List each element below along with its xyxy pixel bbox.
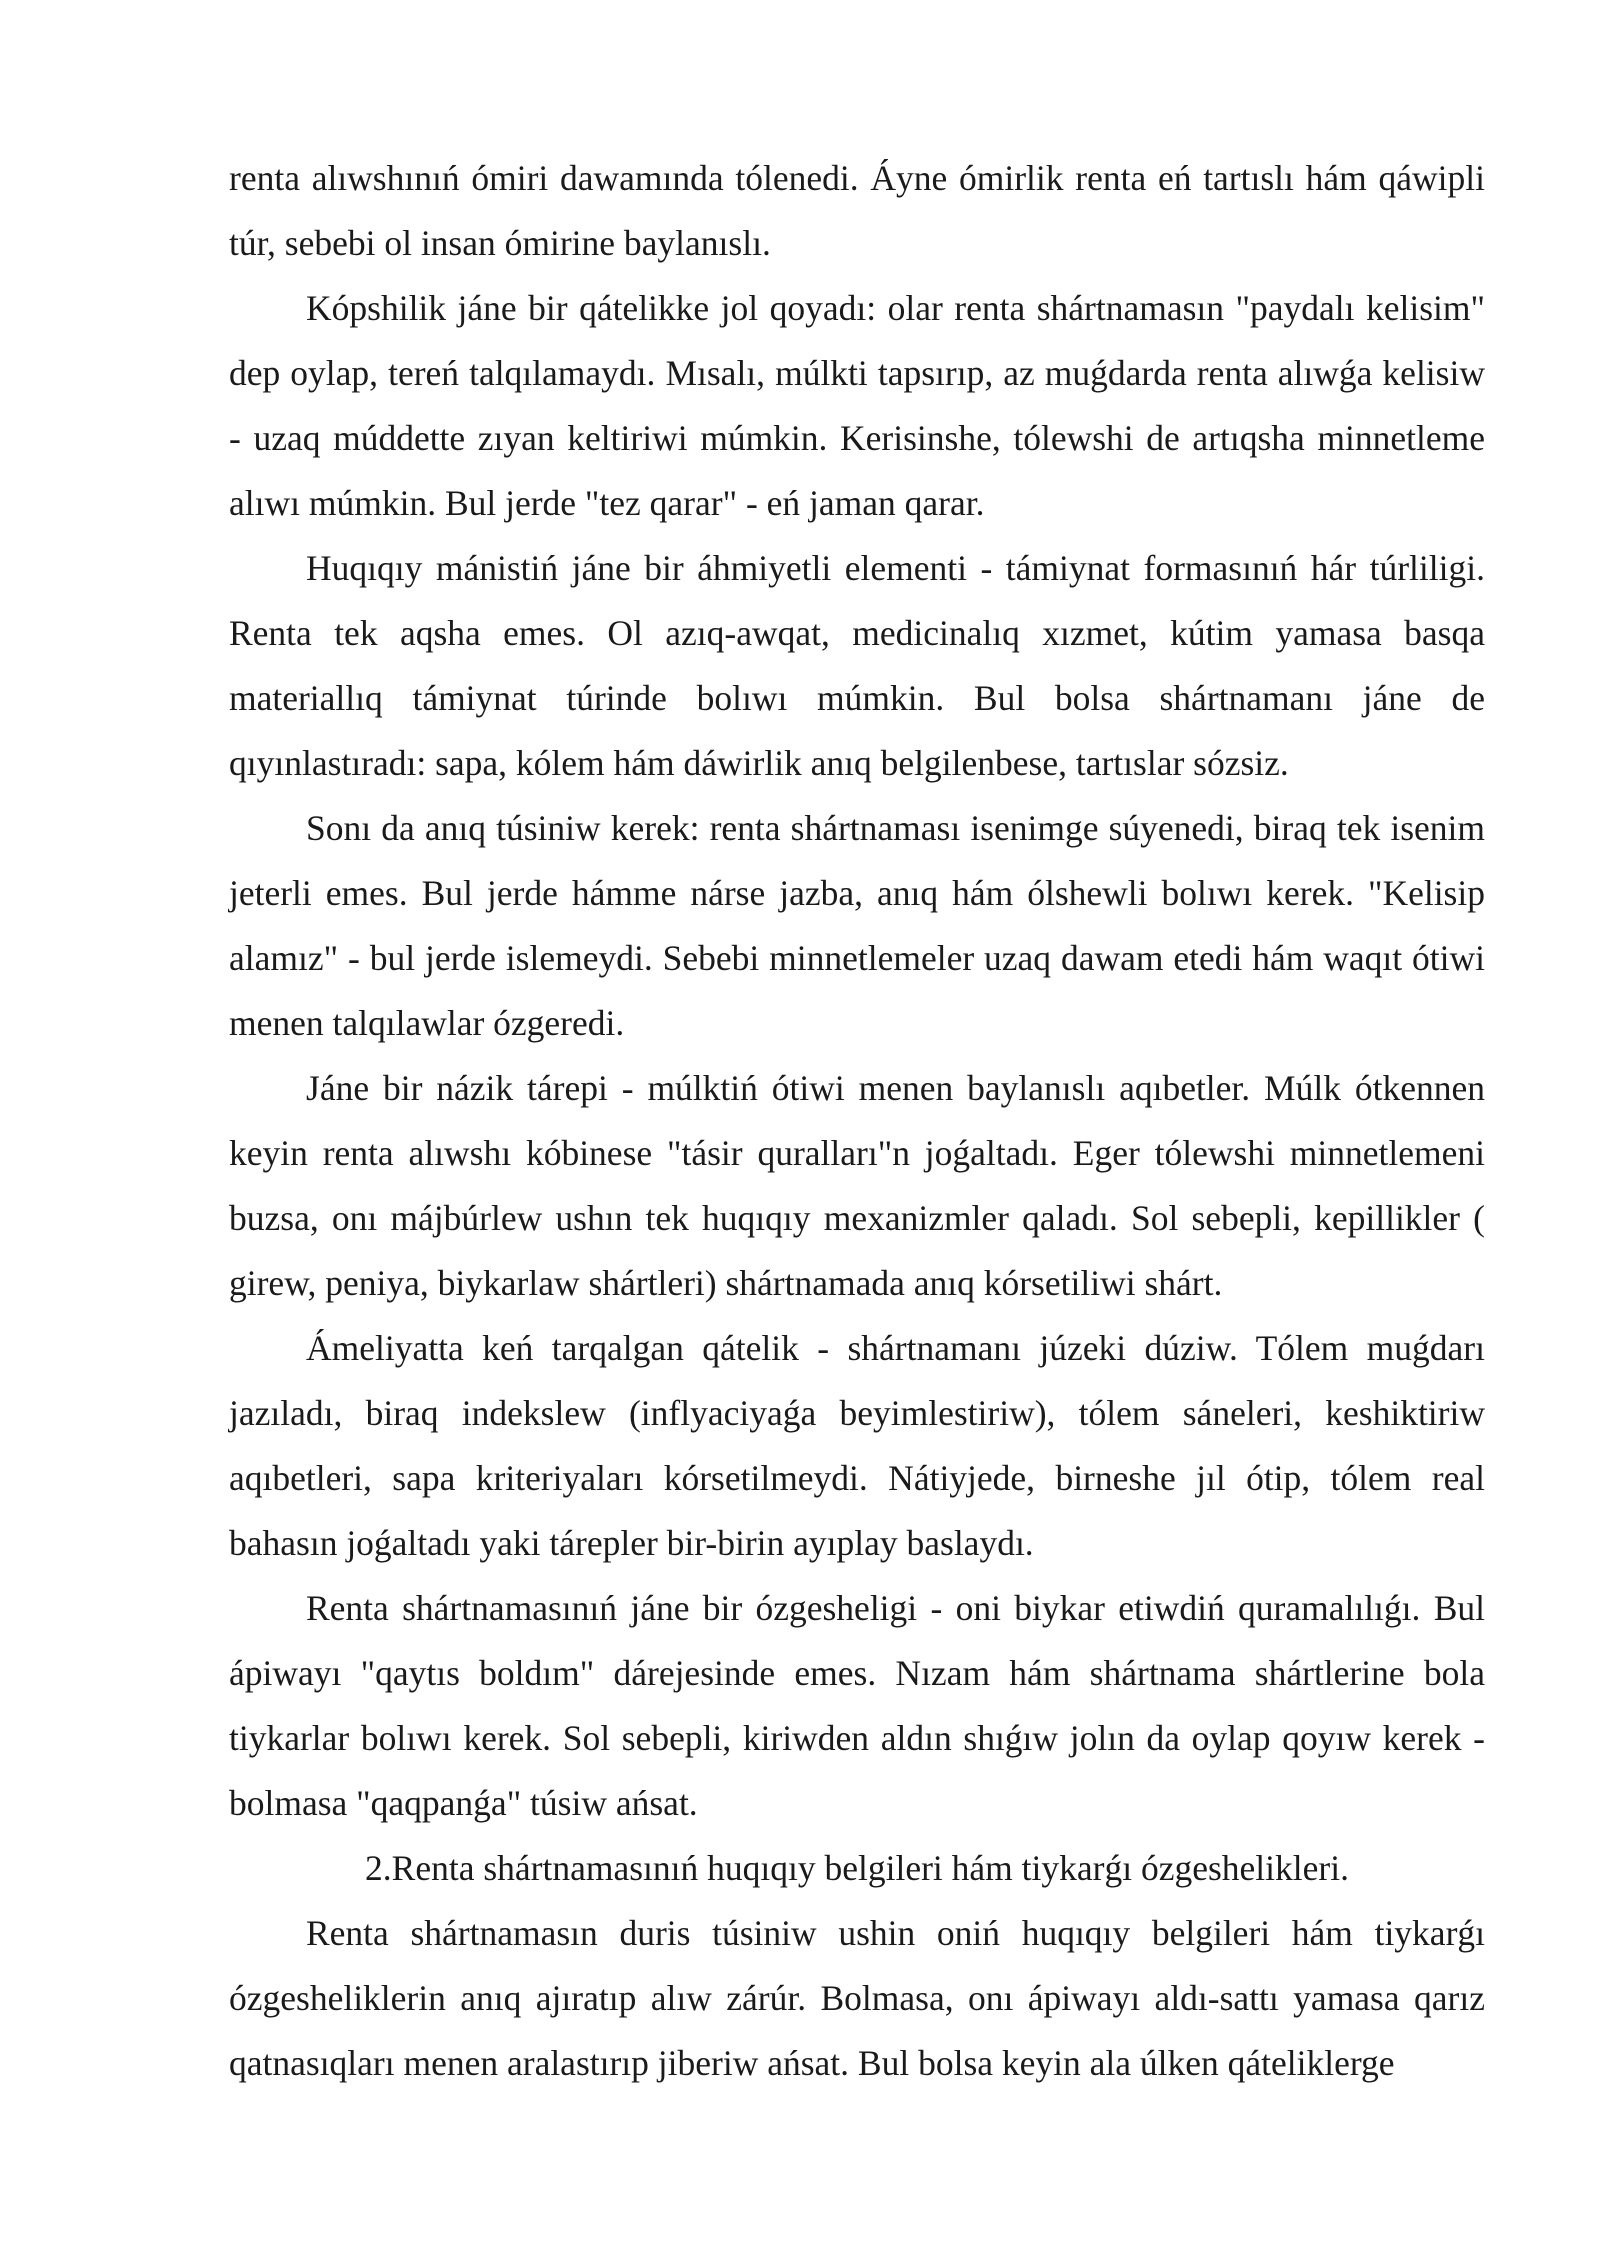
paragraph-trust-not-enough: Sonı da anıq túsiniw kerek: renta shártnaması isenimge súyenedi, biraq tek isenim jeterli emes. Bul jerde hámme nárse jazba, anıq hám ólshewli bolıwı kerek. "Kelisip alamız" - bul jerde islemeydi. Sebebi minnetlemeler uzaq dawam etedi hám waqıt ótiwi menen talqılawlar ózgeredi. [229,808,1485,1043]
paragraph-continuation: renta alıwshınıń ómiri dawamında tólenedi. Áyne ómirlik renta eń tartıslı hám qáwipli túr, sebebi ol insan ómirine baylanıslı. [229,158,1485,263]
paragraph-superficial-contract: Ámeliyatta keń tarqalgan qátelik - shártnamanı júzeki dúziw. Tólem muǵdarı jazıladı, biraq indekslew (inflyaciyaǵa beyimlestiriw), tólem sáneleri, keshiktiriw aqıbetleri, sapa kriteriyaları kórsetilmeydi. Nátiyjede, birneshe jıl ótip, tólem real bahasın joǵaltadı yaki tárepler bir-birin ayıplay baslaydı. [229,1328,1485,1563]
paragraph-termination: Renta shártnamasınıń jáne bir ózgesheligi - oni biykar etiwdiń quramalılıǵı. Bul ápiwayı "qaytıs boldım" dárejesinde emes. Nızam hám shártnama shártlerine bola tiykarlar bolıwı kerek. Sol sebepli, kiriwden aldın shıǵıw jolın da oylap qoyıw kerek - bolmasa "qaqpanǵa" túsiw ańsat. [229,1588,1485,1823]
section-heading: 2.Renta shártnamasınıń huqıqıy belgileri hám tiykarǵı ózgeshelikleri. [365,1848,1349,1888]
document-body [229,146,1485,2096]
paragraph-mistake-profitable-deal: Kópshilik jáne bir qátelikke jol qoyadı: olar renta shártnamasın "paydalı kelisim" dep oylap, tereń talqılamaydı. Mısalı, múlkti tapsırıp, az muǵdarda renta alıwǵa kelisiw - uzaq múddette zıyan keltiriwi múmkin. Kerisinshe, tólewshi de artıqsha minnetleme alıwı múmkin. Bul jerde "tez qarar" - eń jaman qarar. [229,288,1485,523]
paragraph-legal-features: Renta shártnamasın duris túsiniw ushin oniń huqıqıy belgileri hám tiykarǵı ózgesheliklerin anıq ajıratıp alıw zárúr. Bolmasa, onı ápiwayı aldı-sattı yamasa qarız qatnasıqları menen aralastırıp jiberiw ańsat. Bul bolsa keyin ala úlken qáteliklerge [229,1913,1485,2083]
paragraph-provision-forms: Huqıqıy mánistiń jáne bir áhmiyetli elementi - támiynat formasınıń hár túrliligi. Renta tek aqsha emes. Ol azıq-awqat, medicinalıq xızmet, kútim yamasa basqa materiallıq támiynat túrinde bolıwı múmkin. Bul bolsa shártnamanı jáne de qıyınlastıradı: sapa, kólem hám dáwirlik anıq belgilenbese, tartıslar sózsiz. [229,548,1485,783]
paragraph-property-transfer: Jáne bir názik tárepi - múlktiń ótiwi menen baylanıslı aqıbetler. Múlk ótkennen keyin renta alıwshı kóbinese "tásir quralları"n joǵaltadı. Eger tólewshi minnetlemeni buzsa, onı májbúrlew ushın tek huqıqıy mexanizmler qaladı. Sol sebepli, kepillikler ( girew, peniya, biykarlaw shártleri) shártnamada anıq kórsetiliwi shárt. [229,1068,1485,1303]
